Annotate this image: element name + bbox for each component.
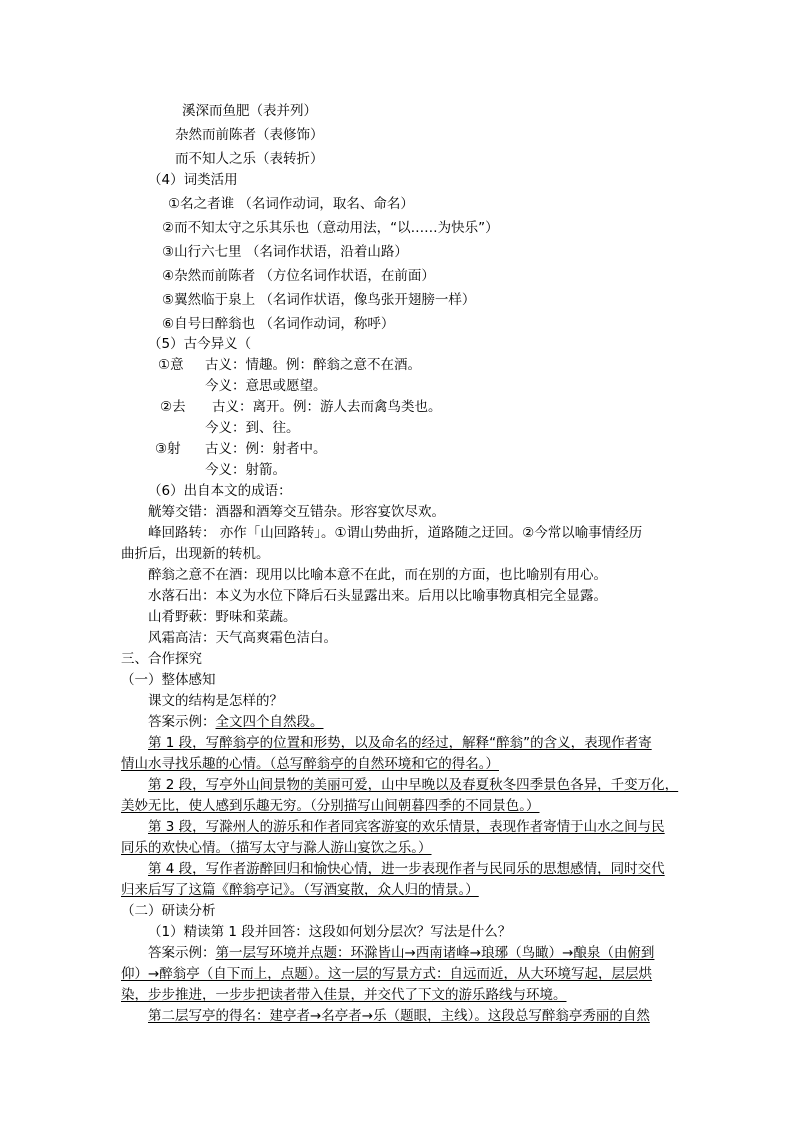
paragraph-summary: 第 3 段，写滁州人的游乐和作者同宾客游宴的欢乐情景，表现作者寄情于山水之间与民 xyxy=(148,819,665,835)
paragraph-summary: 第 2 段，写亭外山间景物的美丽可爱，山中早晚以及春夏秋冬四季景色各异，千变万化， xyxy=(148,777,679,793)
section-heading-ancient-modern: （5）古今异义（ xyxy=(148,336,252,352)
example-modifier: 杂然而前陈者（表修饰） xyxy=(175,127,324,143)
list-item: ④杂然而前陈者 （方位名词作状语，在前面） xyxy=(162,268,435,284)
answer-continued: 第二层写亭的得名：建亭者→名亭者→乐（题眼，主线）。这段总写醉翁亭秀丽的自然 xyxy=(148,1008,650,1024)
paragraph-summary: 第 1 段，写醉翁亭的位置和形势，以及命名的经过，解释“醉翁”的含义，表现作者寄 xyxy=(148,735,652,751)
answer-line xyxy=(148,714,324,731)
list-item: ①名之者谁 （名词作动词，取名、命名） xyxy=(168,196,414,212)
ancient-meaning: 古义：情趣。例：醉翁之意不在酒。 xyxy=(205,357,421,373)
idiom-item: 峰回路转： 亦作「山回路转」。①谓山势曲折，道路随之迂回。②今常以喻事情经历 xyxy=(148,525,643,541)
idiom-item-continued: 曲折后，出现新的转机。 xyxy=(121,546,270,562)
answer-label: 答案示例： xyxy=(148,945,216,961)
modern-meaning: 今义：射箭。 xyxy=(205,462,286,478)
idiom-item: 风霜高洁：天气高爽霜色洁白。 xyxy=(148,630,337,646)
idiom-item: 山肴野蔌：野味和菜蔬。 xyxy=(148,609,297,625)
example-contrast: 而不知人之乐（表转折） xyxy=(175,151,324,167)
answer-text: 第一层写环境并点题：环滁皆山→西南诸峰→琅琊（鸟瞰）→酿泉（由俯到 xyxy=(215,945,655,961)
ancient-meaning: 古义：例：射者中。 xyxy=(205,441,327,457)
list-item: ②而不知太守之乐其乐也（意动用法，“以……为快乐”） xyxy=(162,220,499,236)
answer-line xyxy=(148,945,654,962)
paragraph-summary-continued: 归来后写了这篇《醉翁亭记》。（写酒宴散，众人归的情景。） xyxy=(121,882,479,898)
word-yi: ①意 xyxy=(158,357,184,373)
word-qu: ②去 xyxy=(160,399,186,415)
answer-label: 答案示例： xyxy=(148,714,216,730)
word-she: ③射 xyxy=(155,441,181,457)
list-item: ⑤翼然临于泉上 （名词作状语，像鸟张开翅膀一样） xyxy=(162,292,476,308)
modern-meaning: 今义：意思或愿望。 xyxy=(205,378,327,394)
paragraph-summary-continued: 美妙无比，使人感到乐趣无穷。（分别描写山间朝暮四季的不同景色。） xyxy=(121,798,540,814)
list-item: ⑥自号曰醉翁也 （名词作动词，称呼） xyxy=(162,316,395,332)
ancient-meaning: 古义：离开。例：游人去而禽鸟类也。 xyxy=(212,399,442,415)
question: 课文的结构是怎样的？ xyxy=(148,693,283,709)
list-item: ③山行六七里 （名词作状语，沿着山路） xyxy=(162,244,408,260)
subsection-heading: （一）整体感知 xyxy=(121,672,216,688)
idiom-item: 水落石出：本义为水位下降后石头显露出来。后用以比喻事物真相完全显露。 xyxy=(148,588,607,604)
answer-text: 全文四个自然段。 xyxy=(215,714,324,730)
question: （1）精读第 1 段并回答：这段如何划分层次？写法是什么？ xyxy=(148,924,512,940)
idiom-item: 醉翁之意不在酒：现用以比喻本意不在此，而在别的方面，也比喻别有用心。 xyxy=(148,567,607,583)
paragraph-summary-continued: 情山水寻找乐趣的心情。（总写醉翁亭的自然环境和它的得名。） xyxy=(121,756,499,772)
subsection-heading: （二）研读分析 xyxy=(121,903,216,919)
idiom-item: 觥筹交错：酒器和酒筹交互错杂。形容宴饮尽欢。 xyxy=(148,504,445,520)
answer-continued: 染，步步推进，一步步把读者带入佳景，并交代了下文的游乐路线与环境。 xyxy=(121,987,567,1003)
section-heading-idioms: （6）出自本文的成语： xyxy=(148,483,292,499)
section-heading-cooperative: 三、合作探究 xyxy=(121,651,202,667)
paragraph-summary: 第 4 段，写作者游醉回归和愉快心情，进一步表现作者与民同乐的思想感情，同时交代 xyxy=(148,861,665,877)
modern-meaning: 今义：到、往。 xyxy=(205,420,300,436)
section-heading-word-class: （4）词类活用 xyxy=(148,172,238,188)
answer-continued: 仰）→醉翁亭（自下而上，点题）。这一层的写景方式：自远而近，从大环境写起，层层烘 xyxy=(121,966,653,982)
example-parallel: 溪深而鱼肥（表并列） xyxy=(182,103,317,119)
paragraph-summary-continued: 同乐的欢快心情。（描写太守与滁人游山宴饮之乐。） xyxy=(121,840,432,856)
